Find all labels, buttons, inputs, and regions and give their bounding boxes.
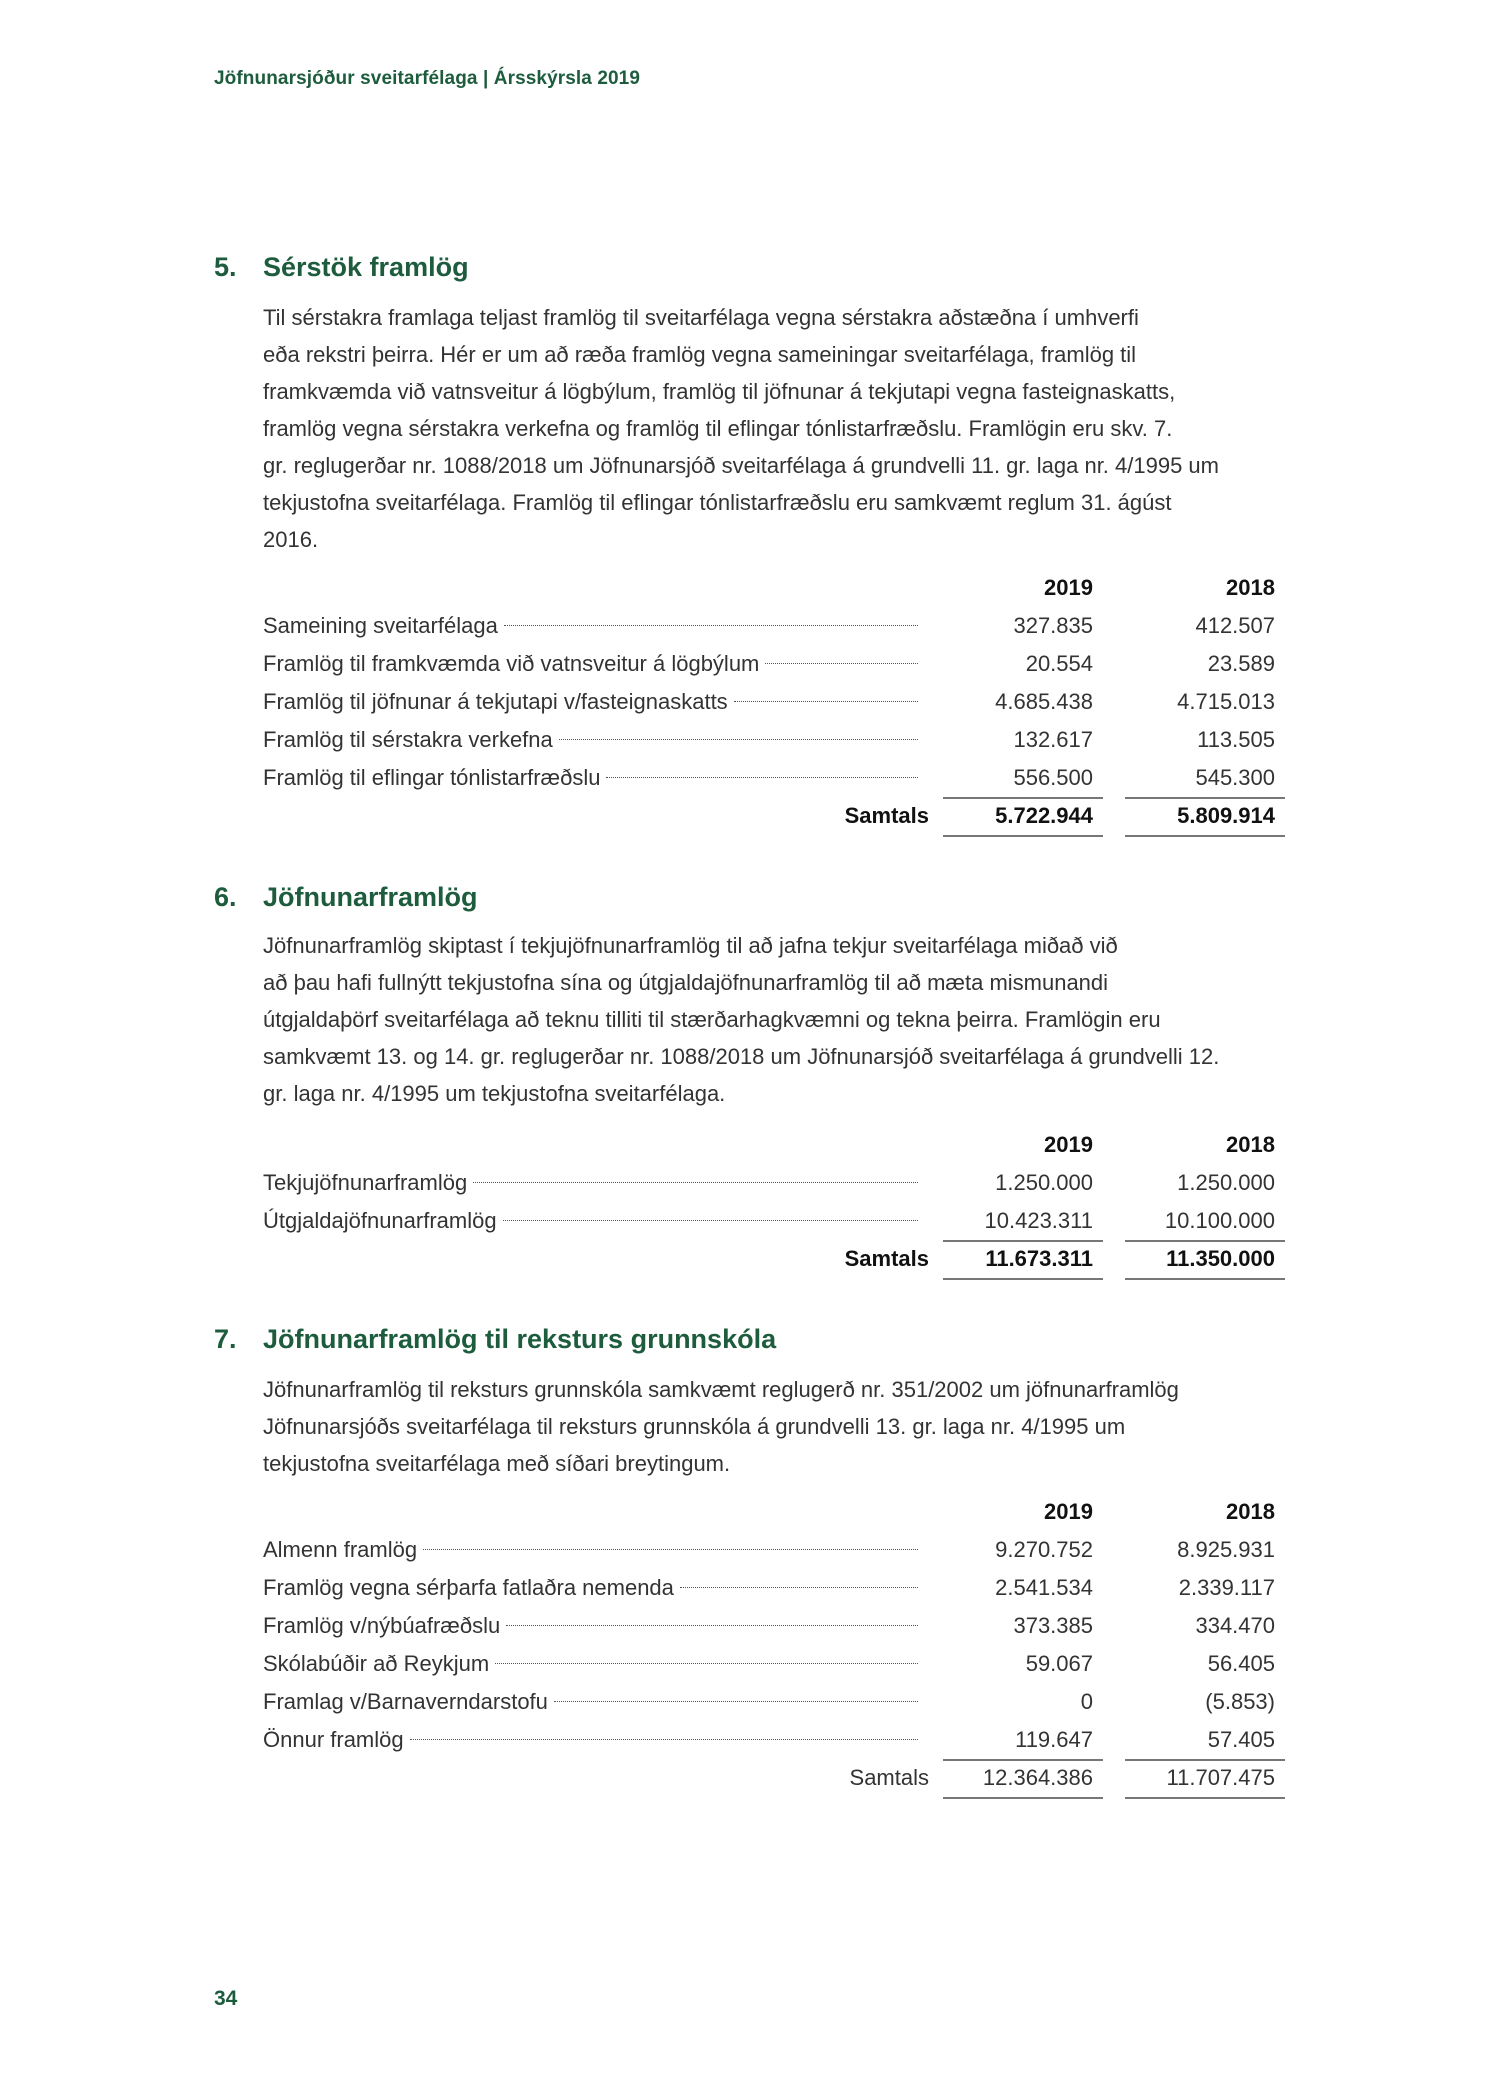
dotted-leader: [410, 1739, 918, 1740]
body-line: tekjustofna sveitarfélaga með síðari breytingum.: [263, 1451, 731, 1476]
section-6-body: [263, 927, 1323, 1112]
value-2019: 556.500: [943, 759, 1103, 799]
row-label: Útgjaldajöfnunarframlög: [263, 1202, 503, 1240]
table-row: [263, 1645, 1293, 1683]
dotted-leader: [506, 1625, 918, 1626]
total-label: Samtals: [849, 1765, 929, 1790]
value-2018: 113.505: [1197, 727, 1275, 752]
body-line: samkvæmt 13. og 14. gr. reglugerðar nr. 1088/2018 um Jöfnunarsjóð sveitarfélaga á grundvelli 12.: [263, 1044, 1220, 1069]
value-2019: 10.423.311: [943, 1202, 1103, 1242]
table-row: [263, 1607, 1293, 1645]
section-number: 5.: [214, 252, 237, 282]
value-2018: 2.339.117: [1178, 1575, 1275, 1600]
table-total-row: [263, 1759, 1293, 1797]
table-header-row: [263, 1126, 1293, 1164]
value-2018: 23.589: [1207, 651, 1275, 676]
body-line: framkvæmda við vatnsveitur á lögbýlum, framlög til jöfnunar á tekjutapi vegna fasteignaskatts,: [263, 379, 1176, 404]
value-2019: 59.067: [1025, 1651, 1093, 1676]
body-line: Til sérstakra framlaga teljast framlög til sveitarfélaga vegna sérstakra aðstæðna í umhverfi: [263, 305, 1139, 330]
table-row: [263, 1569, 1293, 1607]
page-number: 34: [214, 1987, 238, 2010]
table-header-row: [263, 569, 1293, 607]
section-7-table: [263, 1493, 1293, 1797]
value-2018: 412.507: [1195, 613, 1275, 638]
body-line: Jöfnunarsjóðs sveitarfélaga til reksturs grunnskóla á grundvelli 13. gr. laga nr. 4/1995 um: [263, 1414, 1126, 1439]
total-2018: 5.809.914: [1125, 797, 1285, 837]
dotted-leader: [606, 777, 918, 778]
column-header-2019: 2019: [1044, 575, 1093, 600]
row-label: Tekjujöfnunarframlög: [263, 1164, 473, 1202]
column-header-2018: 2018: [1226, 575, 1275, 600]
row-label: Framlög til sérstakra verkefna: [263, 721, 559, 759]
value-2019: 0: [1080, 1689, 1093, 1714]
value-2019: 132.617: [1013, 727, 1093, 752]
section-7-body: [263, 1371, 1323, 1482]
section-title: Jöfnunarframlög: [263, 882, 478, 912]
dotted-leader: [765, 663, 918, 664]
dotted-leader: [423, 1549, 918, 1550]
row-label: Framlög vegna sérþarfa fatlaðra nemenda: [263, 1569, 680, 1607]
value-2018: 1.250.000: [1177, 1170, 1275, 1195]
column-header-2018: 2018: [1226, 1132, 1275, 1157]
table-row: [263, 1164, 1293, 1202]
dotted-leader: [473, 1182, 918, 1183]
row-label: Skólabúðir að Reykjum: [263, 1645, 495, 1683]
body-line: 2016.: [263, 527, 319, 552]
row-label: Framlög til jöfnunar á tekjutapi v/fasteignaskatts: [263, 683, 734, 721]
row-label: Framlög til framkvæmda við vatnsveitur á lögbýlum: [263, 645, 765, 683]
row-label: Sameining sveitarfélaga: [263, 607, 504, 645]
total-2019: 12.364.386: [943, 1759, 1103, 1799]
body-line: framlög vegna sérstakra verkefna og framlög til eflingar tónlistarfræðslu. Framlögin eru skv. 7.: [263, 416, 1173, 441]
value-2019: 119.647: [943, 1721, 1103, 1761]
section-5-body: [263, 299, 1323, 558]
table-row: [263, 759, 1293, 797]
value-2018: 545.300: [1125, 759, 1285, 799]
value-2019: 4.685.438: [995, 689, 1093, 714]
value-2019: 9.270.752: [995, 1537, 1093, 1562]
dotted-leader: [554, 1701, 918, 1702]
table-total-row: [263, 1240, 1293, 1278]
table-row: [263, 683, 1293, 721]
body-line: tekjustofna sveitarfélaga. Framlög til eflingar tónlistarfræðslu eru samkvæmt reglum 31. ágúst: [263, 490, 1172, 515]
body-line: gr. reglugerðar nr. 1088/2018 um Jöfnunarsjóð sveitarfélaga á grundvelli 11. gr. laga nr. 4/1995 um: [263, 453, 1219, 478]
value-2018: (5.853): [1205, 1689, 1275, 1714]
table-row: [263, 607, 1293, 645]
dotted-leader: [680, 1587, 918, 1588]
section-6-table: [263, 1126, 1293, 1278]
row-label: Framlag v/Barnaverndarstofu: [263, 1683, 554, 1721]
total-label: Samtals: [844, 803, 929, 828]
total-2018: 11.350.000: [1125, 1240, 1285, 1280]
dotted-leader: [734, 701, 918, 702]
row-label: Önnur framlög: [263, 1721, 410, 1759]
total-2019: 11.673.311: [943, 1240, 1103, 1280]
section-6-heading: [214, 882, 478, 913]
dotted-leader: [503, 1220, 918, 1221]
value-2019: 373.385: [1013, 1613, 1093, 1638]
value-2018: 10.100.000: [1125, 1202, 1285, 1242]
column-header-2019: 2019: [1044, 1132, 1093, 1157]
value-2018: 8.925.931: [1177, 1537, 1275, 1562]
section-title: Jöfnunarframlög til reksturs grunnskóla: [263, 1324, 777, 1354]
value-2019: 20.554: [1025, 651, 1093, 676]
table-total-row: [263, 797, 1293, 835]
dotted-leader: [559, 739, 918, 740]
section-5-heading: [214, 252, 469, 283]
section-7-heading: [214, 1324, 776, 1355]
value-2018: 57.405: [1125, 1721, 1285, 1761]
row-label: Almenn framlög: [263, 1531, 423, 1569]
total-label: Samtals: [844, 1246, 929, 1271]
body-line: Jöfnunarframlög til reksturs grunnskóla samkvæmt reglugerð nr. 351/2002 um jöfnunarframlög: [263, 1377, 1179, 1402]
section-5-table: [263, 569, 1293, 835]
value-2018: 334.470: [1195, 1613, 1275, 1638]
value-2018: 56.405: [1207, 1651, 1275, 1676]
body-line: eða rekstri þeirra. Hér er um að ræða framlög vegna sameiningar sveitarfélaga, framlög til: [263, 342, 1137, 367]
body-line: útgjaldaþörf sveitarfélaga að teknu tilliti til stærðarhagkvæmni og tekna þeirra. Framlögin eru: [263, 1007, 1161, 1032]
table-row: [263, 1202, 1293, 1240]
row-label: Framlög v/nýbúafræðslu: [263, 1607, 506, 1645]
dotted-leader: [495, 1663, 918, 1664]
table-row: [263, 1721, 1293, 1759]
dotted-leader: [504, 625, 918, 626]
value-2019: 327.835: [1013, 613, 1093, 638]
value-2019: 2.541.534: [995, 1575, 1093, 1600]
section-number: 6.: [214, 882, 237, 912]
table-row: [263, 1531, 1293, 1569]
total-2018: 11.707.475: [1125, 1759, 1285, 1799]
column-header-2019: 2019: [1044, 1499, 1093, 1524]
body-line: gr. laga nr. 4/1995 um tekjustofna sveitarfélaga.: [263, 1081, 726, 1106]
total-2019: 5.722.944: [943, 797, 1103, 837]
table-row: [263, 721, 1293, 759]
row-label: Framlög til eflingar tónlistarfræðslu: [263, 759, 606, 797]
column-header-2018: 2018: [1226, 1499, 1275, 1524]
body-line: að þau hafi fullnýtt tekjustofna sína og útgjaldajöfnunarframlög til að mæta mismunandi: [263, 970, 1109, 995]
table-header-row: [263, 1493, 1293, 1531]
section-number: 7.: [214, 1324, 237, 1354]
table-row: [263, 1683, 1293, 1721]
section-title: Sérstök framlög: [263, 252, 469, 282]
body-line: Jöfnunarframlög skiptast í tekjujöfnunarframlög til að jafna tekjur sveitarfélaga miðað við: [263, 933, 1118, 958]
value-2019: 1.250.000: [995, 1170, 1093, 1195]
running-header: Jöfnunarsjóður sveitarfélaga | Ársskýrsla 2019: [214, 68, 641, 89]
table-row: [263, 645, 1293, 683]
value-2018: 4.715.013: [1177, 689, 1275, 714]
